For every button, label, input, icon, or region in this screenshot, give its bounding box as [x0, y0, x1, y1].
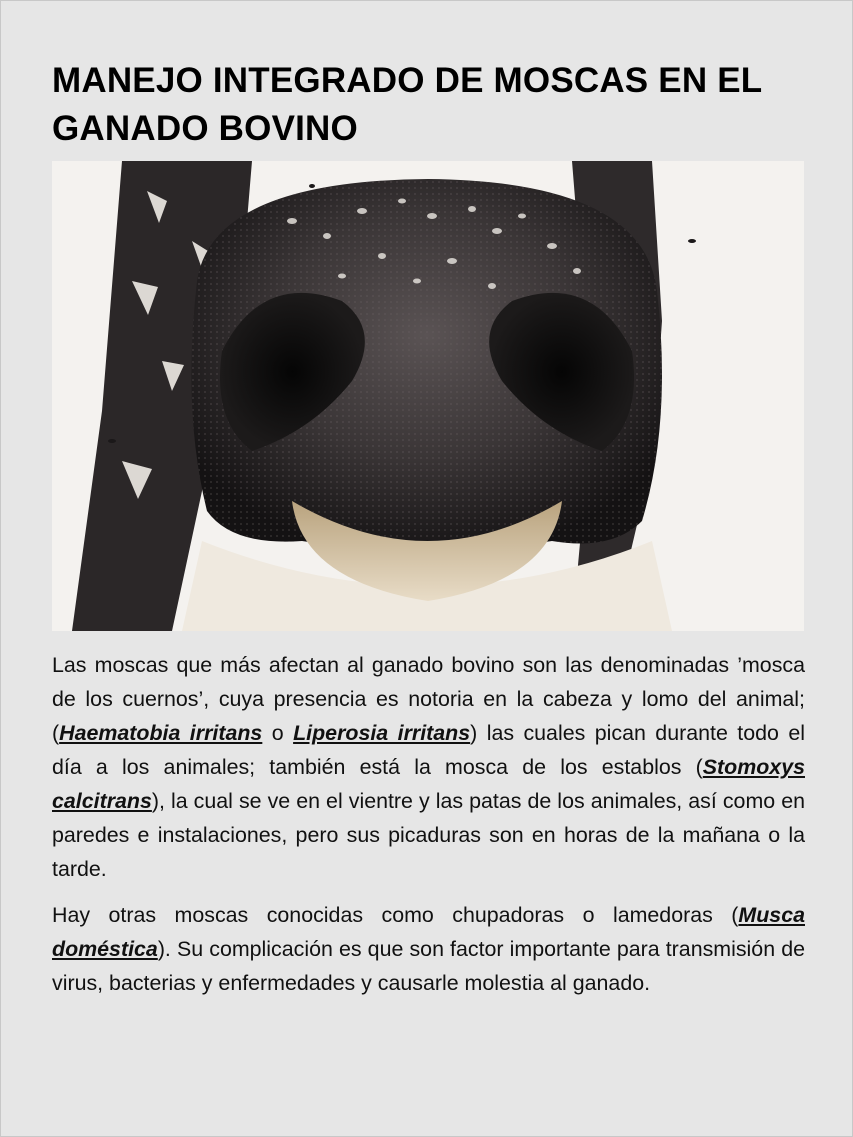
- page-title: MANEJO INTEGRADO DE MOSCAS EN EL GANADO BOVINO: [52, 61, 762, 148]
- paragraph-fly-types: [52, 648, 805, 886]
- paragraph-other-flies: [52, 898, 805, 1000]
- text-run: ), la cual se ve en el vientre y las patas de los animales, así como en paredes e instalaciones, pero sus picaduras son en horas de la mañana o la tarde.: [52, 789, 805, 881]
- text-run: Las moscas que más afectan al ganado bovino son las denominadas ’mosca de los cuernos’, cuya presencia es notoria en la cabeza y lomo del animal; (: [52, 653, 805, 745]
- species-name: Musca doméstica: [52, 903, 805, 961]
- text-run: Hay otras moscas conocidas como chupadoras o lamedoras (: [52, 903, 739, 927]
- text-run: ). Su complicación es que son factor importante para transmisión de virus, bacterias y enfermedades y causarle molestia al ganado.: [52, 937, 805, 995]
- species-name: Liperosia irritans: [293, 721, 471, 745]
- species-name: Stomoxys calcitrans: [52, 755, 805, 813]
- species-name: Haematobia irritans: [59, 721, 263, 745]
- text-run: o: [262, 721, 294, 745]
- cow-nose-photo: [52, 161, 804, 631]
- body-text: [52, 648, 805, 1012]
- text-run: ) las cuales pican durante todo el día a los animales; también está la mosca de los establos (: [52, 721, 805, 779]
